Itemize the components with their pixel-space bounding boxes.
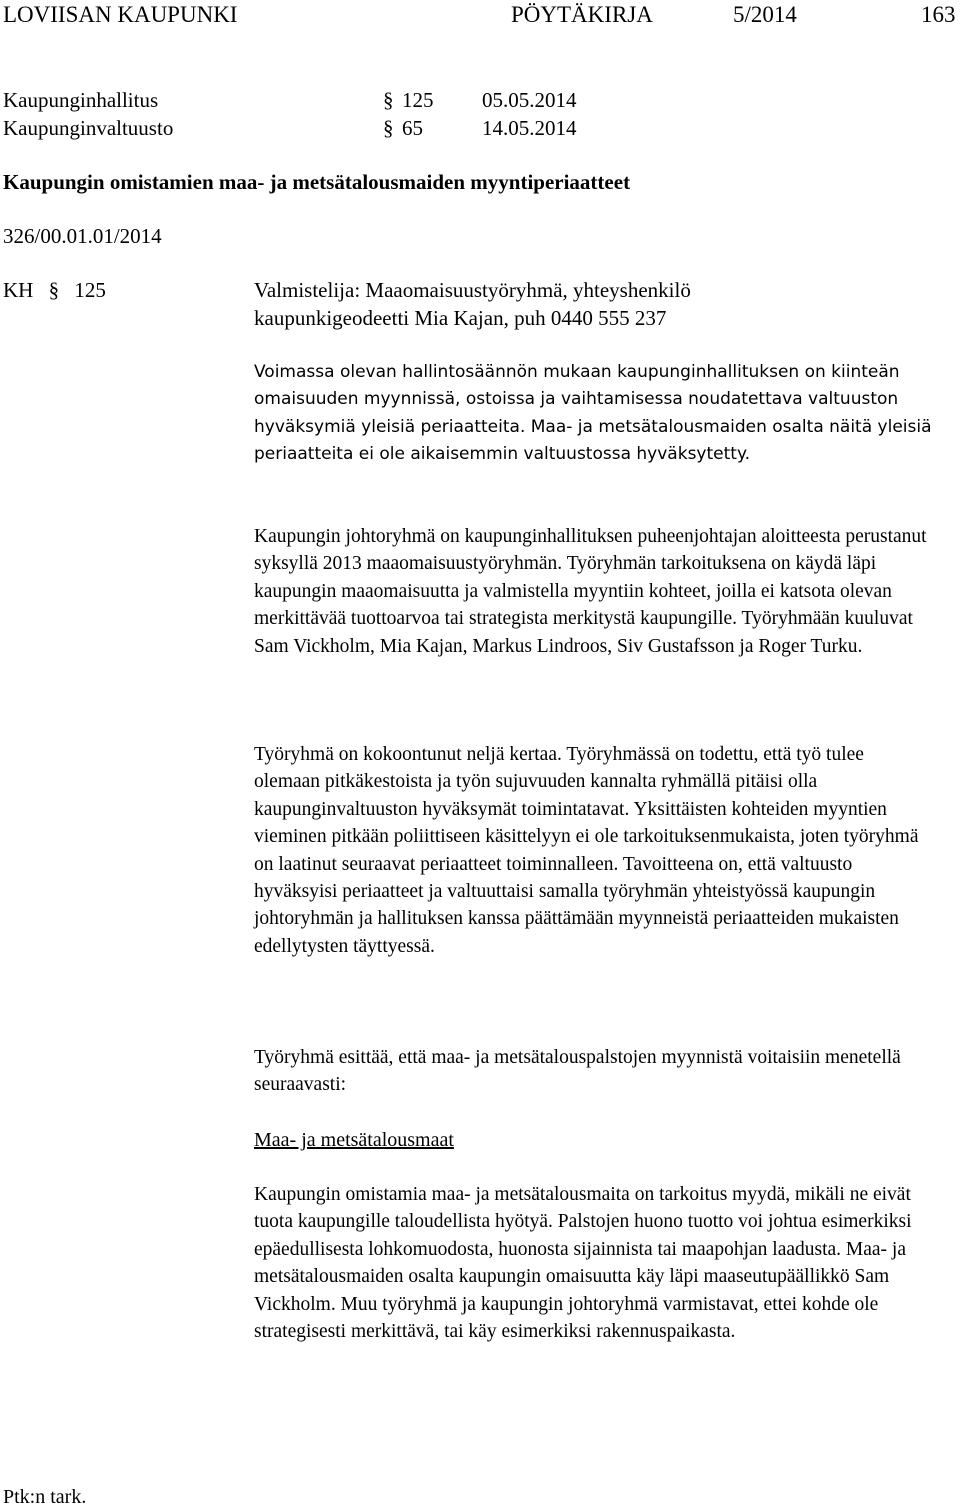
preparer-line-1: Valmistelija: Maaomaisuustyöryhmä, yhteyshenkilö	[254, 278, 691, 302]
header-doc-type: PÖYTÄKIRJA	[511, 2, 653, 27]
paragraph-1-text: Voimassa olevan hallintosäännön mukaan kaupunginhallituksen on kiinteän omaisuuden myynnissä, ostoissa ja vaihtamisessa noudatettava valtuuston hyväksymiä yleisiä periaatteita. Maa- ja metsätalousmaiden osalta näitä yleisiä periaatteita ei ole aikaisemmin valtuustossa hyväksytetty.	[254, 362, 932, 465]
header-issue: 5/2014	[733, 2, 797, 27]
header-page-number: 163	[921, 2, 956, 27]
reference-number: 125	[402, 88, 434, 112]
reference-body: Kaupunginhallitus	[3, 88, 159, 112]
section-mark: §	[48, 278, 60, 302]
document-number: 326/00.01.01/2014	[3, 224, 162, 248]
header-city: LOVIISAN KAUPUNKI	[3, 2, 238, 27]
reference-body: Kaupunginvaltuusto	[3, 116, 174, 140]
footer-initials: Ptk:n tark.	[3, 1486, 87, 1508]
paragraph-5: Kaupungin omistamia maa- ja metsätalousmaita on tarkoitus myydä, mikäli ne eivät tuota kaupungille taloudellista hyötyä. Palstojen huono tuotto voi johtua esimerkiksi epäedullisesta lohkomuodosta, huonosta sijainnista tai maapohjan laadusta. Maa- ja metsätalousmaiden osalta kaupungin omaisuutta käy läpi maaseutupäällikkö Sam Vickholm. Muu työryhmä ja kaupungin johtoryhmä varmistavat, ettei kohde ole strategisesti merkittävä, tai käy esimerkiksi rakennuspaikasta.	[254, 1184, 912, 1343]
kh-section	[3, 276, 106, 304]
paragraph-4: Työryhmä esittää, että maa- ja metsätalouspalstojen myynnistä voitaisiin menetellä seuraavasti:	[254, 1047, 901, 1096]
kh-number: 125	[74, 278, 106, 302]
section-mark: §	[383, 116, 394, 140]
subheading: Maa- ja metsätalousmaat	[254, 1129, 454, 1151]
paragraph-3: Työryhmä on kokoontunut neljä kertaa. Työryhmässä on todettu, että työ tulee olemaan pitkäkestoista ja työn sujuvuuden kannalta ryhmällä pitäisi olla kaupunginvaltuuston hyväksymät toimintatavat. Yksittäisten kohteiden myyntien vieminen pitkään poliittiseen käsittelyyn ei ole tarkoituksenmukaista, joten työryhmä on laatinut seuraavat periaatteet toiminnalleen. Tavoitteena on, että valtuusto hyväksyisi periaatteet ja valtuuttaisi samalla työryhmän yhteistyössä kaupungin johtoryhmän ja hallituksen kanssa päättämään myynneistä periaatteiden mukaisten edellytysten täyttyessä.	[254, 744, 919, 957]
reference-date: 05.05.2014	[482, 88, 577, 112]
section-mark: §	[383, 88, 394, 112]
document-title: Kaupungin omistamien maa- ja metsätalousmaiden myyntiperiaatteet	[3, 170, 631, 194]
preparer-line-2: kaupunkigeodeetti Mia Kajan, puh 0440 555 237	[254, 306, 667, 330]
reference-date: 14.05.2014	[482, 116, 577, 140]
paragraph-1	[254, 359, 934, 469]
kh-label: KH	[3, 278, 34, 302]
paragraph-2: Kaupungin johtoryhmä on kaupunginhallituksen puheenjohtajan aloitteesta perustanut syksyllä 2013 maaomaisuustyöryhmän. Työryhmän tarkoituksena on käydä läpi kaupungin maaomaisuutta ja valmistella myyntiin kohteet, joilla ei katsota olevan merkittävää tuottoarvoa tai strategista merkitystä kaupungille. Työryhmään kuuluvat Sam Vickholm, Mia Kajan, Markus Lindroos, Siv Gustafsson ja Roger Turku.	[254, 526, 927, 657]
reference-number: 65	[402, 116, 423, 140]
